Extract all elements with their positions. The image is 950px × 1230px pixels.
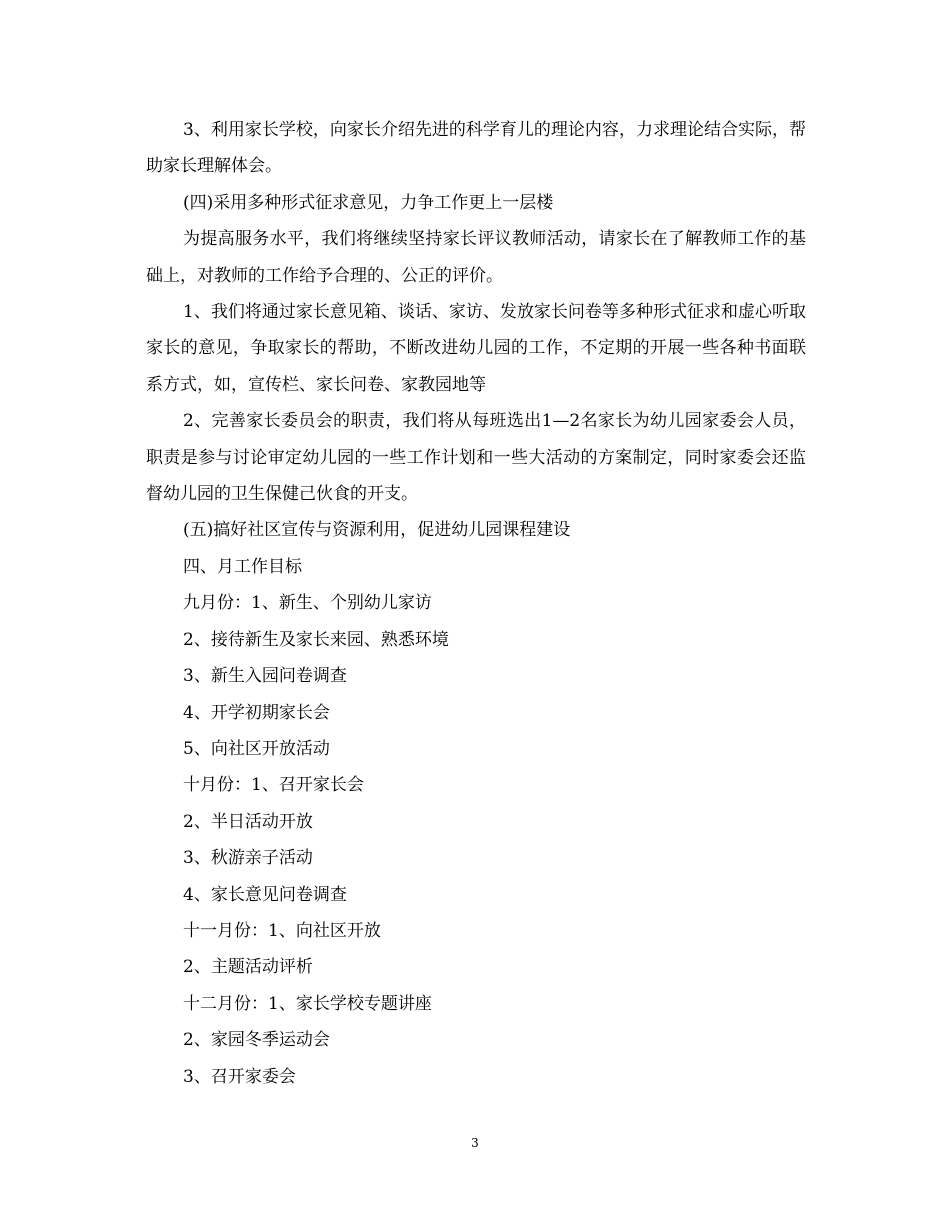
list-item: 3、召开家委会 [183,1066,296,1087]
page-number: 3 [471,1136,479,1150]
document-body [146,112,806,1095]
heading-monthly-goals: 四、月工作目标 [183,556,302,577]
list-item: 4、家长意见问卷调查 [183,884,347,905]
list-item: 十一月份：1、向社区开放 [183,920,381,941]
heading-feedback-section: (四)采用多种形式征求意见，力争工作更上一层楼 [183,192,554,213]
list-item: 3、新生入园问卷调查 [183,666,347,687]
list-item: 5、向社区开放活动 [183,738,330,759]
paragraph-parent-committee: 2、完善家长委员会的职责，我们将从每班选出1—2名家长为幼儿园家委会人员，职责是参与讨论审定幼儿园的一些工作计划和一些大活动的方案制定，同时家委会还监督幼儿园的卫生保健己伙食的开支。 [146,411,806,505]
list-item: 十月份：1、召开家长会 [183,775,364,796]
list-item: 十二月份：1、家长学校专题讲座 [183,993,432,1014]
list-item: 4、开学初期家长会 [183,702,330,723]
paragraph-feedback-channels: 1、我们将通过家长意见箱、谈话、家访、发放家长问卷等多种形式征求和虚心听取家长的意见，争取家长的帮助，不断改进幼儿园的工作，不定期的开展一些各种书面联系方式，如，宣传栏、家长问卷、家教园地等 [146,302,806,395]
list-item: 2、接待新生及家长来园、熟悉环境 [183,629,449,650]
paragraph-teacher-evaluation: 为提高服务水平，我们将继续坚持家长评议教师活动，请家长在了解教师工作的基础上，对教师的工作给予合理的、公正的评价。 [146,229,806,286]
list-item: 九月份：1、新生、个别幼儿家访 [183,593,432,614]
paragraph-parent-school: 3、利用家长学校，向家长介绍先进的科学育儿的理论内容，力求理论结合实际，帮助家长理解体会。 [146,120,806,177]
heading-community-section: (五)搞好社区宣传与资源利用，促进幼儿园课程建设 [183,520,571,541]
list-item: 2、家园冬季运动会 [183,1030,330,1051]
list-item: 3、秋游亲子活动 [183,848,313,869]
list-item: 2、主题活动评析 [183,957,313,978]
list-item: 2、半日活动开放 [183,811,313,832]
